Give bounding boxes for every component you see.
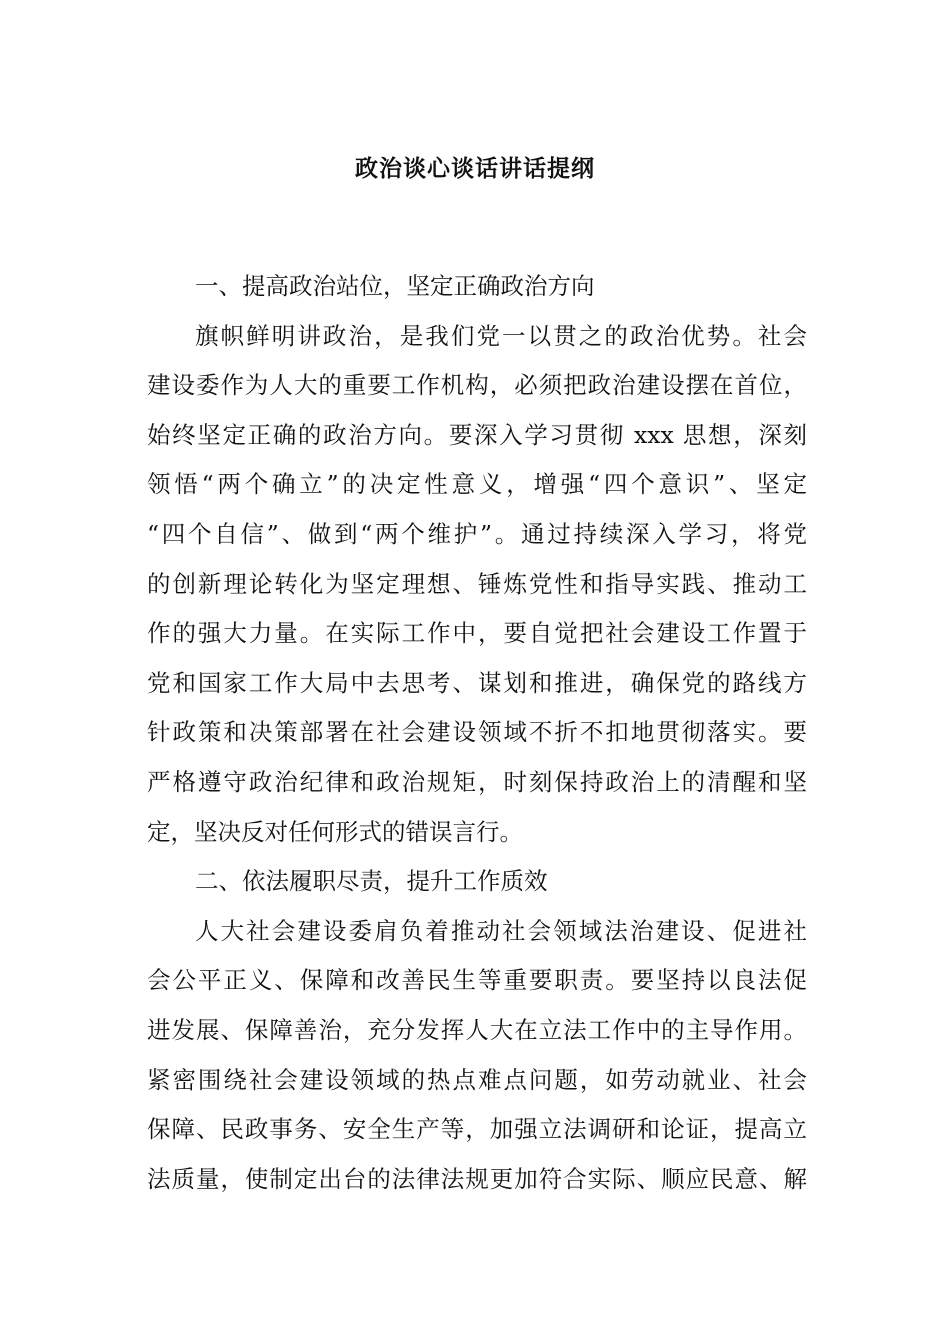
- paragraph-line: 保障、民政事务、安全生产等，加强立法调研和论证，提高立: [147, 1115, 807, 1144]
- paragraph-line: 作的强大力量。在实际工作中，要自觉把社会建设工作置于: [147, 619, 807, 648]
- paragraph-line: 进发展、保障善治，充分发挥人大在立法工作中的主导作用。: [147, 1015, 807, 1044]
- paragraph-line: “四个自信”、做到“两个维护”。通过持续深入学习，将党: [147, 519, 807, 548]
- paragraph-line: 严格遵守政治纪律和政治规矩，时刻保持政治上的清醒和坚: [147, 767, 807, 796]
- paragraph-line: 始终坚定正确的政治方向。要深入学习贯彻 xxx 思想，深刻: [147, 420, 807, 449]
- document-title: 政治谈心谈话讲话提纲: [355, 155, 595, 182]
- paragraph-line: 定，坚决反对任何形式的错误言行。: [147, 817, 523, 846]
- paragraph-line: 针政策和决策部署在社会建设领域不折不扣地贯彻落实。要: [147, 718, 807, 747]
- paragraph-line: 领悟“两个确立”的决定性意义，增强“四个意识”、坚定: [147, 470, 807, 499]
- paragraph-line: 建设委作为人大的重要工作机构，必须把政治建设摆在首位，: [147, 371, 807, 400]
- paragraph-line: 法质量，使制定出台的法律法规更加符合实际、顺应民意、解: [147, 1164, 807, 1193]
- paragraph-line: 会公平正义、保障和改善民生等重要职责。要坚持以良法促: [147, 966, 807, 995]
- paragraph-line: 旗帜鲜明讲政治，是我们党一以贯之的政治优势。社会: [195, 321, 807, 350]
- paragraph-line: 的创新理论转化为坚定理想、锤炼党性和指导实践、推动工: [147, 569, 807, 598]
- section-heading: 一、提高政治站位，坚定正确政治方向: [195, 272, 595, 300]
- document-body: [147, 262, 807, 1204]
- paragraph-line: 紧密围绕社会建设领域的热点难点问题，如劳动就业、社会: [147, 1065, 807, 1094]
- section-heading: 二、依法履职尽责，提升工作质效: [195, 867, 548, 896]
- paragraph-line: 人大社会建设委肩负着推动社会领域法治建设、促进社: [195, 916, 807, 945]
- paragraph-line: 党和国家工作大局中去思考、谋划和推进，确保党的路线方: [147, 668, 807, 697]
